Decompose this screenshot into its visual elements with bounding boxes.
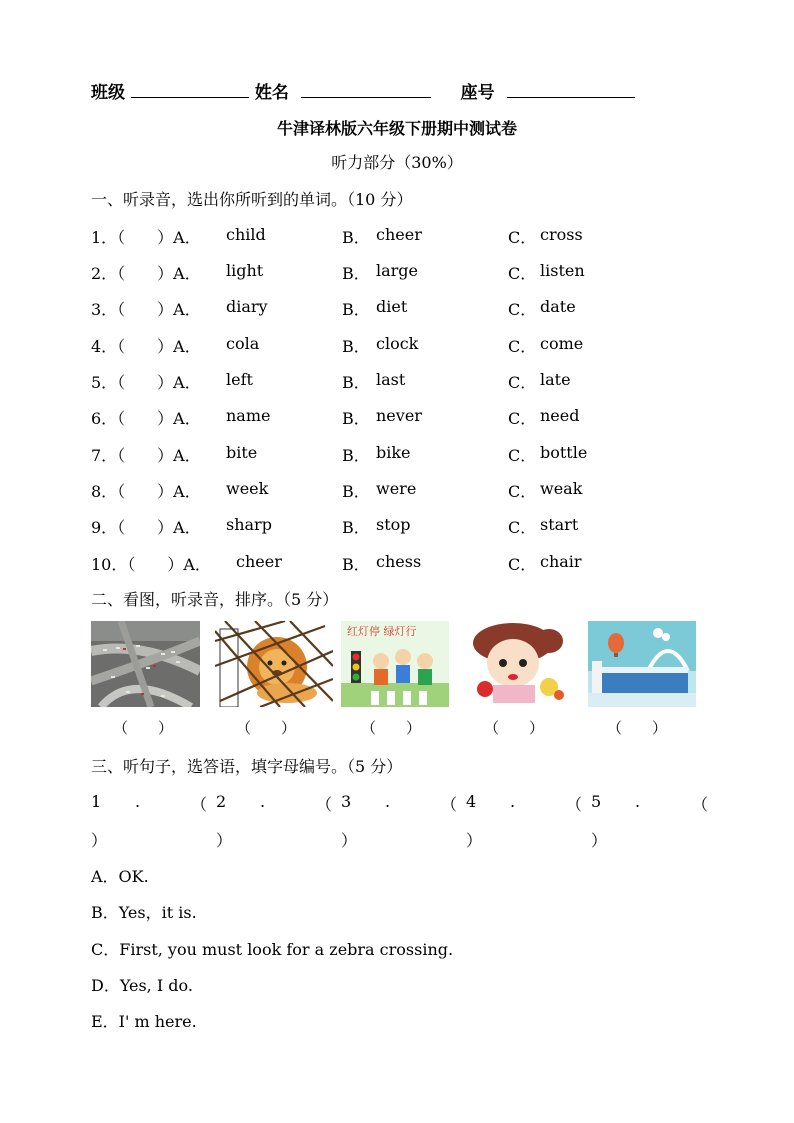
option-c-prefix: C． (508, 228, 537, 247)
blank-token: （ (566, 795, 583, 814)
option-c: date (540, 297, 576, 316)
option-b: cheer (376, 225, 422, 244)
blank-token: . (635, 792, 641, 811)
class-blank[interactable] (131, 81, 249, 98)
section1-heading: 一、听录音，选出你所听到的单词。（10 分） (91, 190, 413, 209)
question-number[interactable]: 4．（ ）A． (91, 337, 201, 356)
option-b-prefix: B． (342, 409, 370, 428)
option-a: diary (226, 297, 268, 316)
option-c-prefix: C． (508, 337, 537, 356)
option-c-prefix: C． (508, 264, 537, 283)
seat-blank[interactable] (507, 81, 635, 98)
answer-option: D．Yes, I do. (91, 976, 193, 995)
option-b: large (376, 261, 419, 280)
option-a: cheer (236, 552, 282, 571)
order-paren-1[interactable]: （ ） (113, 719, 174, 737)
name-label: 姓名 (254, 83, 289, 103)
blank-token: 2 (216, 792, 227, 811)
question-number[interactable]: 1．（ ）A． (91, 228, 201, 247)
option-b: never (376, 406, 422, 425)
option-c-prefix: C． (508, 482, 537, 501)
option-c-prefix: C． (508, 409, 537, 428)
lion-cage-picture (215, 621, 333, 707)
bedroom-picture (588, 621, 696, 707)
option-b: stop (376, 515, 411, 534)
option-b-prefix: B． (342, 337, 370, 356)
option-a: cola (226, 334, 260, 353)
order-paren-2[interactable]: （ ） (236, 719, 297, 737)
order-paren-3[interactable]: （ ） (361, 719, 422, 737)
blank-token: （ (692, 795, 709, 814)
blank-token: . (510, 792, 516, 811)
answer-blank-1[interactable]: ） (91, 831, 108, 850)
question-number[interactable]: 10．（ ）A． (91, 555, 211, 574)
option-c: late (540, 370, 571, 389)
option-c: need (540, 406, 580, 425)
blank-token: 3 (341, 792, 352, 811)
blank-token: （ (316, 795, 333, 814)
question-number[interactable]: 8．（ ）A． (91, 482, 201, 501)
option-b: diet (376, 297, 408, 316)
option-b: chess (376, 552, 422, 571)
seat-label: 座号 (460, 83, 495, 103)
option-b-prefix: B． (342, 482, 370, 501)
blank-token: . (135, 792, 141, 811)
question-number[interactable]: 7．（ ）A． (91, 446, 201, 465)
blank-token: . (385, 792, 391, 811)
option-c-prefix: C． (508, 446, 537, 465)
option-c-prefix: C． (508, 518, 537, 537)
question-number[interactable]: 6．（ ）A． (91, 409, 201, 428)
option-b-prefix: B． (342, 555, 370, 574)
order-paren-4[interactable]: （ ） (484, 719, 545, 737)
option-b-prefix: B． (342, 264, 370, 283)
option-a: week (226, 479, 269, 498)
answer-blank-5[interactable]: ） (591, 831, 608, 850)
blank-token: 1 (91, 792, 102, 811)
option-b-prefix: B． (342, 446, 370, 465)
answer-blank-3[interactable]: ） (341, 831, 358, 850)
option-b: were (376, 479, 417, 498)
answer-option: C．First, you must look for a zebra crossing. (91, 940, 454, 959)
question-number[interactable]: 5．（ ）A． (91, 373, 201, 392)
option-c: weak (540, 479, 583, 498)
option-c-prefix: C． (508, 373, 537, 392)
option-b: bike (376, 443, 411, 462)
option-b-prefix: B． (342, 373, 370, 392)
question-number[interactable]: 3．（ ）A． (91, 300, 201, 319)
option-a: left (226, 370, 253, 389)
page-title: 牛津译林版六年级下册期中测试卷 (276, 119, 517, 138)
option-c: cross (540, 225, 583, 244)
option-c: start (540, 515, 579, 534)
option-c: bottle (540, 443, 588, 462)
highway-picture (91, 621, 200, 707)
option-c-prefix: C． (508, 300, 537, 319)
blank-token: （ (191, 795, 208, 814)
option-c: chair (540, 552, 582, 571)
section2-heading: 二、看图，听录音，排序。（5 分） (91, 590, 339, 609)
blank-token: . (260, 792, 266, 811)
blank-token: 5 (591, 792, 602, 811)
option-a: child (226, 225, 266, 244)
option-b-prefix: B． (342, 228, 370, 247)
student-info-line (91, 78, 635, 103)
option-b-prefix: B． (342, 300, 370, 319)
blank-token: （ (441, 795, 458, 814)
girl-eating-picture (463, 621, 577, 707)
answer-blank-4[interactable]: ） (466, 831, 483, 850)
option-c: listen (540, 261, 585, 280)
option-b: clock (376, 334, 419, 353)
option-c: come (540, 334, 584, 353)
answer-option: A．OK. (91, 867, 149, 886)
option-a: name (226, 406, 271, 425)
question-number[interactable]: 9．（ ）A． (91, 518, 201, 537)
option-a: light (226, 261, 264, 280)
name-blank[interactable] (301, 81, 431, 98)
answer-option: B．Yes，it is. (91, 903, 197, 922)
option-c-prefix: C． (508, 555, 537, 574)
question-number[interactable]: 2．（ ）A． (91, 264, 201, 283)
option-a: bite (226, 443, 258, 462)
order-paren-5[interactable]: （ ） (607, 719, 668, 737)
option-b: last (376, 370, 406, 389)
answer-option: E．I' m here. (91, 1012, 197, 1031)
section3-heading: 三、听句子，选答语，填字母编号。（5 分） (91, 757, 403, 776)
traffic-sign-text: 红灯停 绿灯行 (347, 625, 417, 638)
option-b-prefix: B． (342, 518, 370, 537)
answer-blank-2[interactable]: ） (216, 831, 233, 850)
page-subtitle: 听力部分（30%） (331, 153, 463, 172)
traffic-light-picture (341, 621, 449, 707)
class-label: 班级 (91, 83, 125, 103)
blank-token: 4 (466, 792, 477, 811)
option-a: sharp (226, 515, 272, 534)
